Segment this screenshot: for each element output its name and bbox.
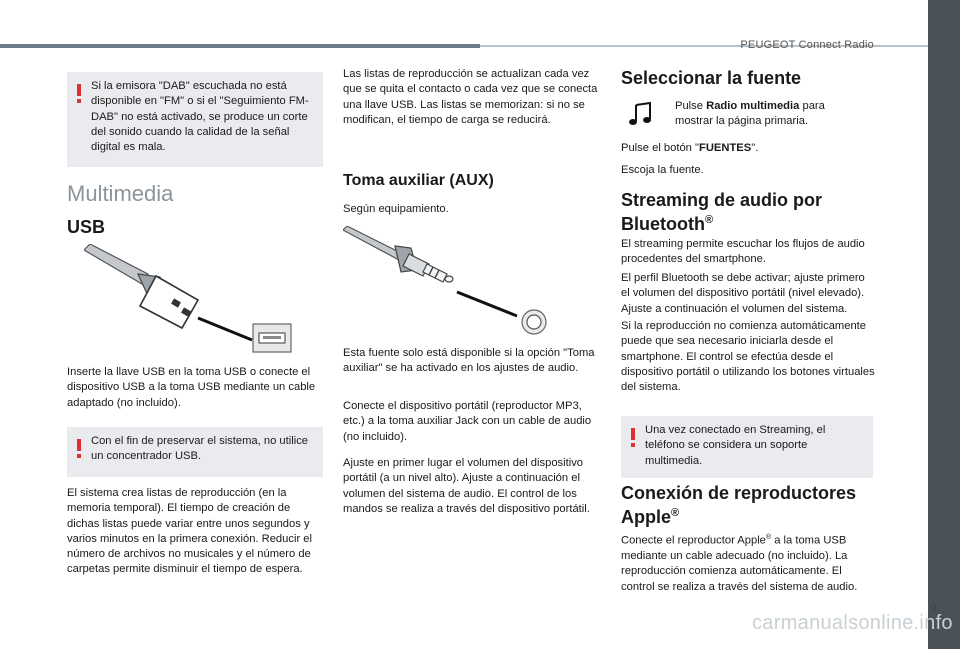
warning-icon	[77, 84, 81, 96]
choose-source-text: Escoja la fuente.	[621, 164, 704, 176]
usb-plug-illustration	[84, 244, 294, 356]
aux-paragraph-1: Esta fuente solo está disponible si la opción "Toma auxiliar" se ha activado en los ajustes de audio.	[343, 347, 595, 375]
radio-multimedia-label: Radio multimedia	[706, 100, 800, 112]
bluetooth-heading-text: Streaming de audio por Bluetooth	[621, 190, 823, 234]
aux-paragraph-2: Conecte el dispositivo portátil (reproductor MP3, etc.) a la toma auxiliar Jack con un cable de audio (no incluido).	[343, 400, 592, 443]
warning-icon	[631, 428, 635, 440]
usb-hub-warning-text: Con el fin de preservar el sistema, no utilice un concentrador USB.	[91, 435, 309, 463]
bluetooth-streaming-heading	[621, 190, 875, 234]
usb-paragraph-1: Inserte la llave USB en la toma USB o conecte el dispositivo USB a la toma USB mediante un cable adaptado (no incluido).	[67, 366, 316, 409]
aux-heading: Toma auxiliar (AUX)	[343, 172, 494, 189]
registered-mark: ®	[704, 214, 714, 226]
sources-button-instruction	[621, 141, 875, 156]
aux-jack-illustration	[343, 226, 553, 336]
fuentes-label: FUENTES	[699, 142, 752, 154]
registered-mark: ®	[765, 534, 772, 541]
page-number: 9	[930, 601, 937, 615]
warning-icon	[77, 439, 81, 451]
header-title: PEUGEOT Connect Radio	[740, 39, 874, 51]
apple-heading	[621, 483, 875, 527]
side-bar	[928, 0, 960, 649]
press-button-text: Pulse el botón "	[621, 142, 699, 154]
usb-hub-warning-box	[67, 427, 323, 477]
streaming-warning-box	[621, 416, 873, 478]
usb-paragraph-2: El sistema crea listas de reproducción (en la memoria temporal). El tiempo de creación de dichas listas puede variar entre unos segundos y varios minutos en la primera conexión. Reducir el número de archivos no musicales y el número de carpetas permite disminuir el tiempo de espera.	[67, 487, 312, 576]
bluetooth-paragraph-1: El streaming permite escuchar los flujos de audio procedentes del smartphone.	[621, 238, 865, 266]
dab-warning-text: Si la emisora "DAB" escuchada no está disponible en "FM" o si el "Seguimiento FM-DAB" no está activado, se produce un corte del sonido cuando la calidad de la señal digital es mala.	[91, 80, 309, 154]
bluetooth-paragraph-3: Si la reproducción no comienza automáticamente puede que sea necesario iniciarla desde el smartphone. El control se efectúa desde el dispositivo portátil o utilizando los botones virtuales del sistema.	[621, 320, 875, 394]
watermark: carmanualsonline.info	[752, 612, 953, 634]
dab-warning-box	[67, 72, 323, 167]
select-source-instruction	[675, 99, 865, 130]
apple-paragraph	[621, 530, 875, 595]
header-rule-dark	[0, 44, 480, 48]
streaming-warning-text: Una vez conectado en Streaming, el teléfono se considera un soporte multimedia.	[645, 424, 826, 467]
aux-paragraph-3: Ajuste en primer lugar el volumen del dispositivo portátil (a un nivel alto). Ajuste a continuación el volumen del sistema de audio. El control de los mandos se realiza a través del dispositivo portátil.	[343, 457, 590, 515]
apple-text-rest: a la toma USB mediante un cable adecuado (no incluido). La reproducción comienza automáticamente. El control se realiza a través del sistema de audio.	[621, 534, 858, 593]
continue-marker	[929, 580, 935, 586]
quote-close: ".	[751, 142, 759, 154]
select-source-heading: Seleccionar la fuente	[621, 68, 802, 88]
usb-heading: USB	[67, 217, 106, 237]
primary-page-text: para mostrar la página primaria.	[675, 100, 825, 128]
registered-mark: ®	[671, 507, 680, 519]
section-title-multimedia: Multimedia	[67, 181, 174, 206]
bluetooth-paragraph-2: El perfil Bluetooth se debe activar; ajuste primero el volumen del dispositivo portátil (nivel elevado). Ajuste a continuación el volumen del sistema.	[621, 272, 865, 315]
playlist-paragraph: Las listas de reproducción se actualizan cada vez que se quita el contacto o cada vez que se conecta una llave USB. Las listas se memorizan: si no se modifican, el tiempo de carga se reducirá.	[343, 68, 598, 126]
press-text: Pulse	[675, 100, 703, 112]
music-note-icon	[628, 101, 654, 127]
apple-text-start: Conecte el reproductor Apple	[621, 534, 766, 547]
aux-availability: Según equipamiento.	[343, 203, 449, 215]
apple-heading-text: Conexión de reproductores Apple	[621, 483, 857, 527]
